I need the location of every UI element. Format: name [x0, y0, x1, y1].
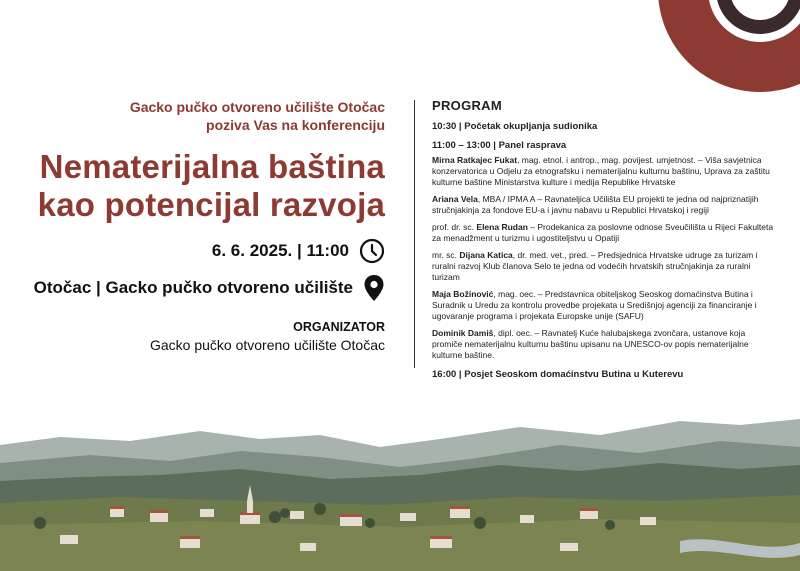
speaker-item: Ariana Vela, MBA / IPMA A – Ravnateljica Učilišta EU projekti te jedna od najpriznatijih stručnjakinja za fondove EU-a i javnu nabavu u Republici Hrvatskoj i regiji [432, 194, 759, 215]
event-datetime: 6. 6. 2025. | 11:00 [211, 241, 349, 260]
location-row [25, 274, 385, 302]
title-line-2: kao potencijal razvoja [37, 186, 385, 223]
speaker-item: prof. dr. sc. Elena Rudan – Prodekanica za poslovne odnose Sveučilišta u Rijeci Fakulteta za menadžment u turizmu i ugostiteljstvu u Opatiji [432, 222, 774, 243]
speaker-item: mr. sc. Dijana Katica, dr. med. vet., pred. – Predsjednica Hrvatske udruge za turizam i ruralni razvoj Klub članova Selo te jedna od vodećih hrvatskih stručnjakinja za ruralni turizam [432, 250, 758, 282]
outer-red-arc [658, 0, 800, 92]
organizer-label: ORGANIZATOR [293, 320, 385, 334]
datetime-row [25, 238, 385, 264]
program-start: 10:30 | Početak okupljanja sudionika [432, 121, 598, 132]
invitation-block [25, 98, 385, 353]
inner-white-circle [730, 0, 790, 20]
event-location: Otočac | Gacko pučko otvoreno učilište [33, 278, 353, 297]
inviter-line-2: poziva Vas na konferenciju [206, 117, 385, 133]
program-end: 16:00 | Posjet Seoskom domaćinstvu Butina u Kuterevu [432, 369, 684, 380]
clock-icon [359, 238, 385, 264]
white-gap-arc [708, 0, 800, 42]
program-title: PROGRAM [432, 98, 502, 113]
column-divider [414, 100, 415, 368]
speaker-item: Dominik Damiš, dipl. oec. – Ravnatelj Kuće halubajskega zvončara, ustanove koja promiče nematerijalnu kulturnu baštinu upisanu na UNESCO-ov popis nematerijalne kulturne baštine. [432, 328, 749, 360]
organizer-name: Gacko pučko otvoreno učilište Otočac [149, 337, 385, 353]
speaker-item: Maja Božinović, mag. oec. – Predstavnica obiteljskog Seoskog domaćinstva Butina i Suradnik u Uredu za kontrolu provedbe projekata u Središnjoj agenciji za financiranje i ugovaranje programa i projekata Europske unije (SAFU) [432, 289, 757, 321]
landscape-illustration [0, 405, 800, 571]
conference-title [25, 148, 385, 224]
inviter-line-1: Gacko pučko otvoreno učilište Otočac [129, 99, 385, 115]
program-block [432, 100, 777, 388]
title-line-1: Nematerijalna baština [39, 148, 385, 185]
program-panel: 11:00 – 13:00 | Panel rasprava [432, 140, 567, 151]
location-pin-icon [363, 274, 385, 302]
speaker-item: Mirna Ratkajec Fukat, mag. etnol. i antrop., mag. povijest. umjetnost. – Viša savjetnica konzervatorica u Odjelu za etnografsku i nematerijalnu kulturnu baštinu, Uprava za zaštitu kulturne baštine Ministarstva kulture i medija Republike Hrvatske [432, 155, 770, 187]
inner-dark-arc [716, 0, 800, 34]
